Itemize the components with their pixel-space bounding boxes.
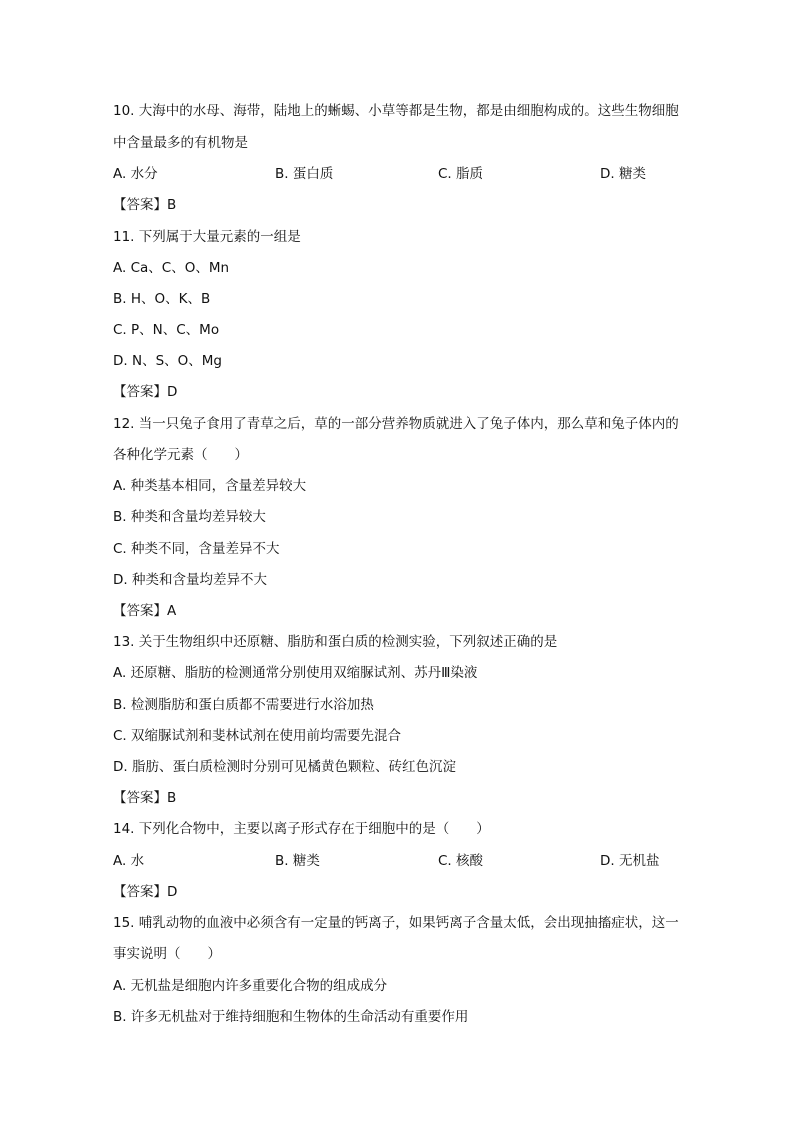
q13-stem: 13. 关于生物组织中还原糖、脂肪和蛋白质的检测实验，下列叙述正确的是 xyxy=(113,634,558,650)
q12-answer: 【答案】A xyxy=(113,603,177,619)
q13-option-c: C. 双缩脲试剂和斐林试剂在使用前均需要先混合 xyxy=(113,728,402,744)
q15-option-b: B. 许多无机盐对于维持细胞和生物体的生命活动有重要作用 xyxy=(113,1009,469,1025)
q13-option-b: B. 检测脂肪和蛋白质都不需要进行水浴加热 xyxy=(113,697,374,713)
q13-option-d: D. 脂肪、蛋白质检测时分别可见橘黄色颗粒、砖红色沉淀 xyxy=(113,759,456,775)
q11-stem: 11. 下列属于大量元素的一组是 xyxy=(113,229,301,245)
q14-option-d: D. 无机盐 xyxy=(600,853,660,869)
q10-option-d: D. 糖类 xyxy=(600,166,646,182)
q10-stem-line-2: 中含量最多的有机物是 xyxy=(113,135,248,151)
q10-option-b: B. 蛋白质 xyxy=(275,166,334,182)
q12-stem-line-1: 12. 当一只兔子食用了青草之后，草的一部分营养物质就进入了兔子体内，那么草和兔子体内的 xyxy=(113,416,679,432)
q13-option-a: A. 还原糖、脂肪的检测通常分别使用双缩脲试剂、苏丹Ⅲ染液 xyxy=(113,665,478,681)
q14-option-b: B. 糖类 xyxy=(275,853,320,869)
q12-option-b: B. 种类和含量均差异较大 xyxy=(113,509,266,525)
q14-option-a: A. 水 xyxy=(113,853,145,869)
q10-option-a: A. 水分 xyxy=(113,166,158,182)
q12-option-c: C. 种类不同，含量差异不大 xyxy=(113,541,280,557)
q12-option-a: A. 种类基本相同，含量差异较大 xyxy=(113,478,307,494)
q15-stem-line-2: 事实说明（ ） xyxy=(113,946,221,962)
q11-answer: 【答案】D xyxy=(113,384,178,400)
q11-option-a: A. Ca、C、O、Mn xyxy=(113,260,230,276)
q15-option-a: A. 无机盐是细胞内许多重要化合物的组成成分 xyxy=(113,978,388,994)
q14-option-c: C. 核酸 xyxy=(438,853,484,869)
q12-stem-line-2: 各种化学元素（ ） xyxy=(113,447,248,463)
q11-option-c: C. P、N、C、Mo xyxy=(113,322,220,338)
q10-option-c: C. 脂质 xyxy=(438,166,484,182)
q10-answer: 【答案】B xyxy=(113,197,177,213)
q11-option-d: D. N、S、O、Mg xyxy=(113,353,222,369)
q15-stem-line-1: 15. 哺乳动物的血液中必须含有一定量的钙离子，如果钙离子含量太低，会出现抽搐症状，这一 xyxy=(113,915,679,931)
q13-answer: 【答案】B xyxy=(113,790,177,806)
q14-answer: 【答案】D xyxy=(113,884,178,900)
q10-stem-line-1: 10. 大海中的水母、海带，陆地上的蜥蜴、小草等都是生物，都是由细胞构成的。这些生物细胞 xyxy=(113,103,679,119)
q12-option-d: D. 种类和含量均差异不大 xyxy=(113,572,267,588)
q14-stem: 14. 下列化合物中，主要以离子形式存在于细胞中的是（ ） xyxy=(113,821,490,837)
q11-option-b: B. H、O、K、B xyxy=(113,291,211,307)
